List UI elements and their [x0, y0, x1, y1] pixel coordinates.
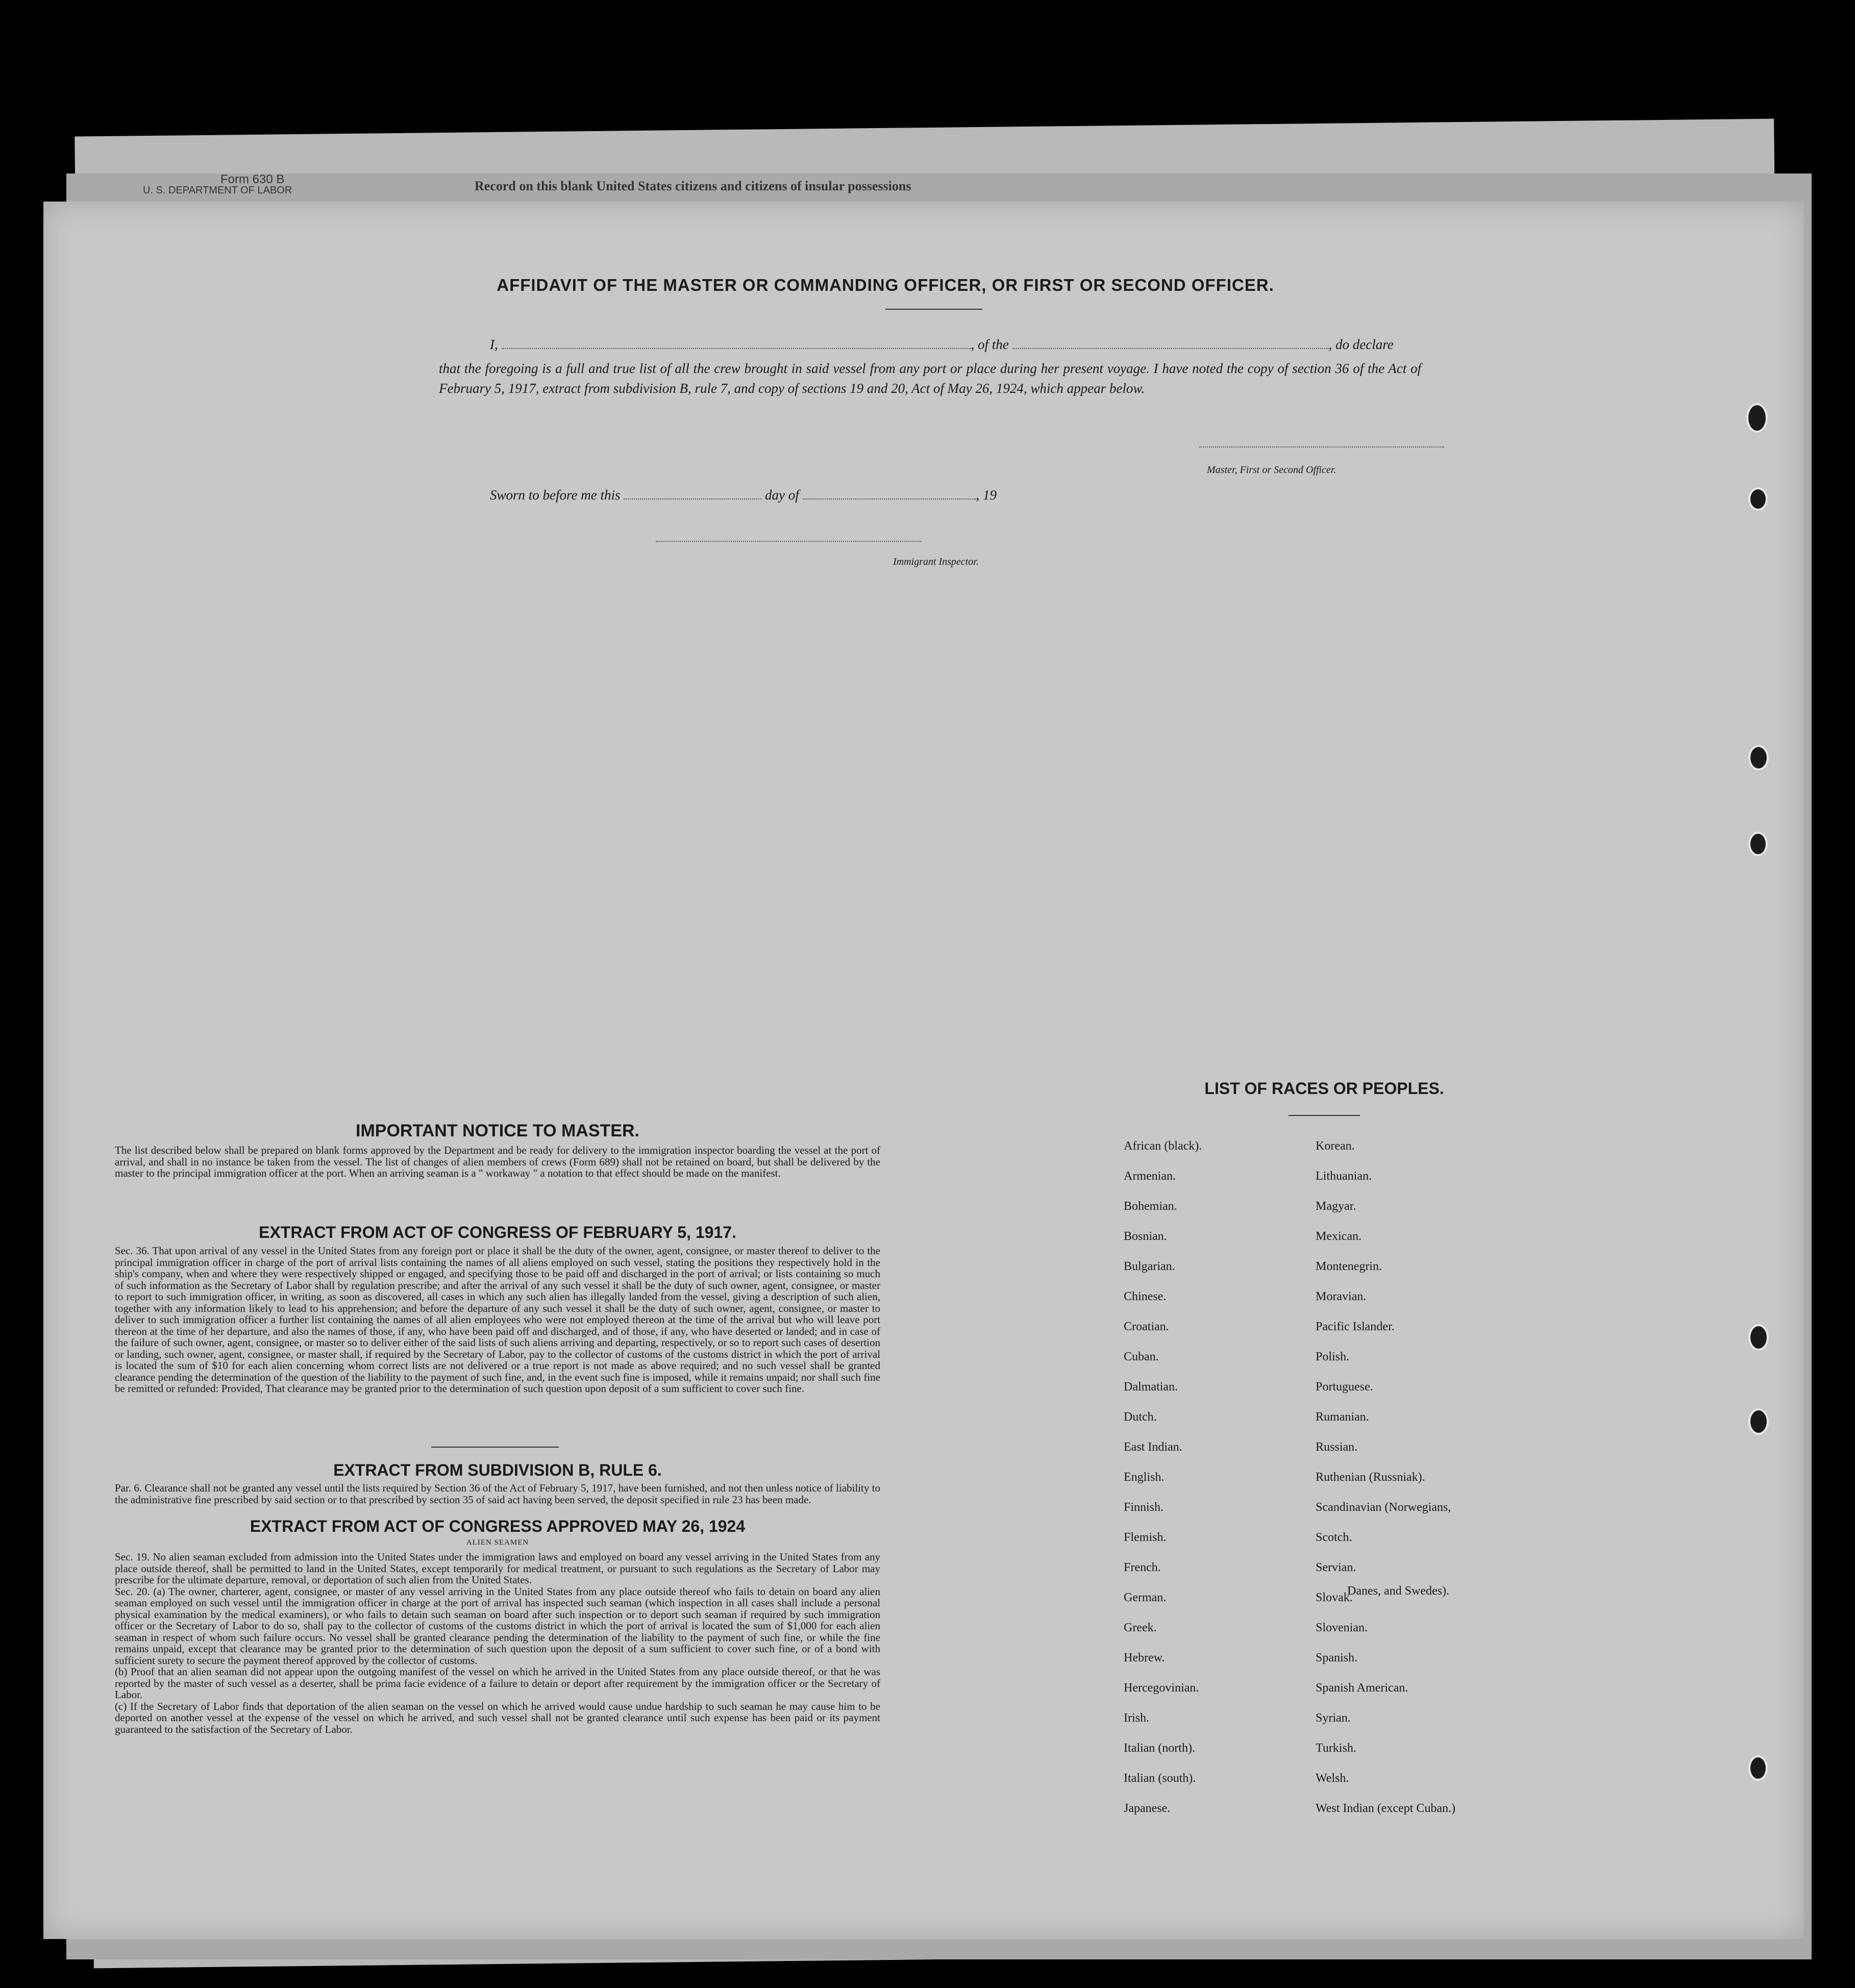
sworn-text: Sworn to before me this: [490, 487, 621, 503]
race-item: Italian (south).: [1124, 1772, 1196, 1785]
race-item: German.: [1124, 1591, 1167, 1604]
scandinavian-continuation: Danes, and Swedes).: [1347, 1584, 1449, 1598]
binding-hole: [1748, 832, 1768, 856]
race-item: Armenian.: [1124, 1170, 1176, 1183]
race-item: Scandinavian (Norwegians,: [1316, 1501, 1451, 1514]
race-item: Greek.: [1124, 1621, 1157, 1634]
sec20c-paragraph: (c) If the Secretary of Labor finds that deportation of the alien seaman on the vessel on which he arrived would cause undue hardship to such seaman he may cause him to be deported on another vessel at the expense of the vessel on which he arrived, and such vessel shall not be granted clearance until such expense has been paid or its payment guaranteed to the satisfaction of the Secretary of Labor.: [115, 1700, 880, 1735]
race-item: Syrian.: [1316, 1711, 1351, 1725]
race-item: West Indian (except Cuban.): [1316, 1802, 1455, 1815]
race-item: Servian.: [1316, 1561, 1356, 1574]
race-item: Cuban.: [1124, 1350, 1159, 1363]
race-item: Scotch.: [1316, 1531, 1352, 1544]
title-divider: [885, 309, 982, 310]
alien-seamen-subtitle: ALIEN SEAMEN: [466, 1538, 529, 1547]
race-item: Mexican.: [1316, 1230, 1362, 1243]
binding-hole: [1748, 1755, 1768, 1781]
sworn-year: , 19: [976, 487, 997, 503]
race-item: French.: [1124, 1561, 1161, 1574]
race-item: Russian.: [1316, 1440, 1358, 1454]
race-item: Montenegrin.: [1316, 1260, 1382, 1273]
extract-1917-title: EXTRACT FROM ACT OF CONGRESS OF FEBRUARY 5, 1917.: [259, 1223, 736, 1241]
race-item: Irish.: [1124, 1711, 1149, 1725]
race-item: Lithuanian.: [1316, 1170, 1372, 1183]
behind-sheet-instruction: Record on this blank United States citizens and citizens of insular possessions: [475, 179, 911, 193]
race-item: English.: [1124, 1471, 1165, 1484]
race-item: Croatian.: [1124, 1320, 1169, 1333]
race-item: Slovenian.: [1316, 1621, 1368, 1634]
sec19-paragraph: Sec. 19. No alien seaman excluded from admission into the United States under the immigration laws and employed on board any vessel arriving in the United States from any place outside thereof, shall be permitted to land in the United States, except temporarily for medical treatment, or pursuant to such regulations as the Secretary of Labor may prescribe for the ultimate departure, removal, or deportation of such alien from the United States.: [115, 1551, 880, 1586]
race-item: Moravian.: [1316, 1290, 1367, 1303]
sworn-day-blank[interactable]: [624, 499, 761, 500]
race-item: African (black).: [1124, 1139, 1202, 1153]
race-item: Portuguese.: [1316, 1380, 1373, 1394]
affidavit-title: AFFIDAVIT OF THE MASTER OR COMMANDING OFFICER, OR FIRST OR SECOND OFFICER.: [497, 276, 1274, 294]
binding-hole: [1748, 487, 1768, 511]
vessel-blank[interactable]: [1012, 348, 1329, 349]
signature-line[interactable]: [1199, 446, 1444, 448]
race-item: Turkish.: [1316, 1742, 1356, 1755]
inspector-label: Immigrant Inspector.: [893, 556, 979, 567]
extract-1924-body: [115, 1551, 880, 1735]
sec20a-paragraph: Sec. 20. (a) The owner, charterer, agent, consignee, or master of any vessel arriving in the United States from any place outside thereof who fails to detain on board any alien seaman employed on such vessel until the immigration officer in charge at the port of arrival has inspected such seaman (which inspection in all cases shall include a personal physical examination by the medical examiners), or who fails to detain such seaman on board after such inspection or to deport such seaman if required by such immigration officer or the Secretary of Labor to do so, shall pay to the collector of customs of the customs district in which the port of arrival is located the sum of $1,000 for each alien seaman in respect of whom such failure occurs. No vessel shall be granted clearance pending the determination of the liability to the payment of such fine, or while the fine remains unpaid, except that clearance may be granted prior to the determination of such question upon the deposit of a sum sufficient to cover such fine, or of a bond with sufficient surety to secure the payment thereof approved by the collector of customs.: [115, 1585, 880, 1667]
race-item: Rumanian.: [1316, 1410, 1369, 1424]
extract-1924-title: EXTRACT FROM ACT OF CONGRESS APPROVED MAY 26, 1924: [250, 1517, 746, 1535]
race-item: Spanish.: [1316, 1651, 1358, 1664]
races-left-column: [1124, 1138, 1307, 1830]
binding-hole: [1748, 745, 1769, 771]
declaration-do-declare: , do declare: [1328, 337, 1394, 352]
race-item: Hercegovinian.: [1124, 1681, 1199, 1695]
department-name: U. S. DEPARTMENT OF LABOR: [143, 185, 292, 196]
name-blank[interactable]: [502, 348, 971, 349]
race-item: Bulgarian.: [1124, 1260, 1175, 1273]
binding-hole: [1748, 1324, 1769, 1351]
race-item: Welsh.: [1316, 1772, 1349, 1785]
race-item: East Indian.: [1124, 1440, 1182, 1454]
rule6-title: EXTRACT FROM SUBDIVISION B, RULE 6.: [333, 1461, 662, 1479]
sworn-day-of: day of: [765, 487, 799, 503]
sec20b-paragraph: (b) Proof that an alien seaman did not appear upon the outgoing manifest of the vessel on which he arrived in the United States from any place outside thereof, or that he was reported by the master of such vessel as a deserter, shall be prima facie evidence of a failure to detain or deport after requirement by the immigration officer or the Secretary of Labor.: [115, 1666, 880, 1701]
affidavit-declaration-line: [490, 337, 1472, 353]
section-divider: [431, 1447, 559, 1448]
form-number: Form 630 B: [220, 172, 285, 186]
race-item: Korean.: [1316, 1139, 1355, 1153]
affidavit-page: [43, 202, 1804, 1939]
race-item: Chinese.: [1124, 1290, 1167, 1303]
race-item: Hebrew.: [1124, 1651, 1165, 1664]
extract-1917-body: Sec. 36. That upon arrival of any vessel in the United States from any foreign port or place it shall be the duty of the owner, agent, consignee, or master thereof to deliver to the principal immigration officer in charge of the port of arrival lists containing the names of all aliens employed on such vessel, stating the positions they respectively hold in the ship's company, when and where they were respectively shipped or engaged, and specifying those to be paid off and discharged in the port of arrival; or lists containing so much of such information as the Secretary of Labor shall by regulation prescribe; and after the arrival of any such vessel it shall be the duty of such owner, agent, consignee, or master to report to such immigration officer, in writing, as soon as discovered, all cases in which any such alien has illegally landed from the vessel, giving a description of such alien, together with any information likely to lead to his apprehension; and before the departure of any such vessel it shall be the duty of such owner, agent, consignee, or master to deliver to such immigration officer a further list containing the names of all alien employees who were not employed thereon at the time of the arrival but who will leave port thereon at the time of her departure, and also the names of those, if any, who have been paid off and discharged, and of those, if any, who have deserted or landed; and in case of the failure of such owner, agent, consignee, or master so to deliver either of the said lists of such aliens arriving and departing, respectively, or so to report such cases of desertion or landing, such owner, agent, consignee, or master shall, if required by the Secretary of Labor, pay to the collector of customs of the customs district in which the port of arrival is located the sum of $10 for each alien concerning whom correct lists are not delivered or a true report is not made as above required; and no such vessel shall be granted clearance pending the determination of the question of the liability to the payment of such fine, and, in the event such fine is imposed, while it remains unpaid; nor shall such fine be remitted or refunded: Provided, That clearance may be granted prior to the determination of such question upon deposit of a sum sufficient to cover such fine.: [115, 1245, 880, 1395]
races-right-column: [1316, 1138, 1561, 1830]
race-item: Flemish.: [1124, 1531, 1167, 1544]
race-item: Slovak.: [1316, 1591, 1353, 1604]
declaration-of-the: , of the: [971, 337, 1009, 352]
binding-hole: [1748, 1408, 1769, 1435]
race-item: Pacific Islander.: [1316, 1320, 1395, 1333]
signature-label: Master, First or Second Officer.: [1207, 464, 1337, 476]
rule6-body: Par. 6. Clearance shall not be granted any vessel until the lists required by Section 36 of the Act of February 5, 1917, have been furnished, and not then unless notice of liability to the administrative fine prescribed by said section or to that prescribed by section 35 of said act having been served, the deposit specified in rule 23 has been made.: [115, 1482, 880, 1506]
race-item: Finnish.: [1124, 1501, 1164, 1514]
race-item: Dutch.: [1124, 1410, 1157, 1424]
race-item: Italian (north).: [1124, 1742, 1195, 1755]
race-item: Magyar.: [1316, 1200, 1356, 1213]
affidavit-body: that the foregoing is a full and true list of all the crew brought in said vessel from any port or place during her present voyage. I have noted the copy of section 36 of the Act of February 5, 1917, extract from subdivision B, rule 7, and copy of sections 19 and 20, Act of May 26, 1924, which appear below.: [439, 361, 1421, 396]
notice-body: The list described below shall be prepared on blank forms approved by the Department and be ready for delivery to the immigration inspector boarding the vessel at the port of arrival, and shall in no instance be taken from the vessel. The list of changes of alien members of crews (Form 689) shall not be retained on board, but shall be delivered by the master to the principal immigration officer at the port. When an arriving seaman is a " workaway " a notation to that effect should be made on the manifest.: [115, 1144, 880, 1179]
declaration-i: I,: [490, 337, 498, 352]
race-item: Ruthenian (Russniak).: [1316, 1471, 1425, 1484]
race-item: Japanese.: [1124, 1802, 1171, 1815]
inspector-signature-line[interactable]: [656, 541, 921, 542]
races-title: LIST OF RACES OR PEOPLES.: [1204, 1079, 1444, 1098]
race-item: Bohemian.: [1124, 1200, 1177, 1213]
race-item: Bosnian.: [1124, 1230, 1167, 1243]
notice-title: IMPORTANT NOTICE TO MASTER.: [356, 1121, 639, 1140]
race-item: Polish.: [1316, 1350, 1350, 1363]
race-item: Dalmatian.: [1124, 1380, 1178, 1394]
races-divider: [1289, 1115, 1360, 1116]
sworn-month-blank[interactable]: [803, 499, 976, 500]
binding-hole: [1746, 403, 1768, 433]
race-item: Spanish American.: [1316, 1681, 1408, 1695]
sworn-line: [490, 487, 997, 503]
